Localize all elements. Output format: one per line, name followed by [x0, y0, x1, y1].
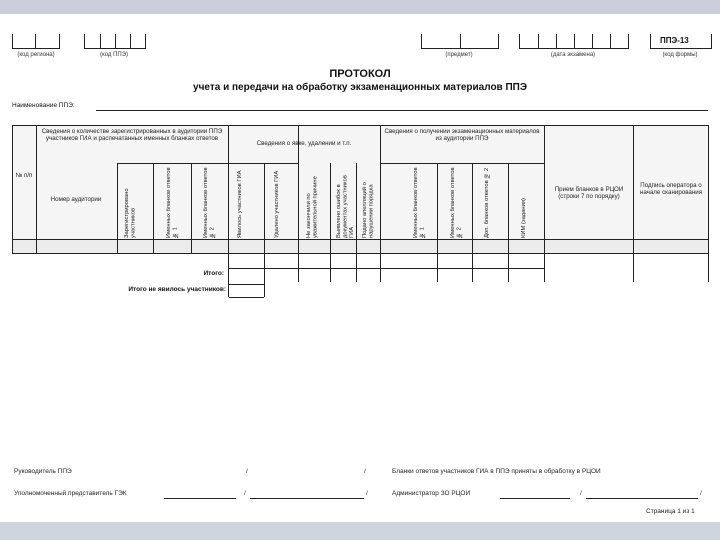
col-recv-ans1-header: Именных бланков ответов № 1	[413, 167, 426, 238]
col-number-header: № п/п	[15, 172, 33, 179]
col-registered-header: Зарегистрировано участников	[124, 188, 137, 238]
form-code: ППЭ-13	[660, 36, 689, 45]
col-errors-header: Выявлено ошибок в документах участников ГИА	[336, 175, 355, 238]
col-auditorium-header: Номер аудитории	[50, 196, 102, 203]
region-code-box[interactable]	[12, 34, 60, 49]
ppe-name-label: Наименование ППЭ:	[12, 102, 75, 109]
total-label: Итого:	[203, 270, 224, 277]
col-absent-header: Явилось участников ГИА	[237, 170, 243, 238]
admin-slash-1: /	[580, 490, 582, 497]
group-left-header: Сведения о явке, удалении и т.п.	[256, 140, 352, 147]
page-number: Страница 1 из 1	[646, 508, 695, 515]
ppe-code-caption: (код ППЭ)	[100, 52, 128, 58]
total-absent-label: Итого не явилось участников:	[128, 286, 226, 293]
head-slash-2: /	[364, 468, 366, 475]
group-received-header: Сведения о получении экзаменационных материалов из аудитории ППЭ	[384, 128, 540, 142]
protocol-title: ПРОТОКОЛ	[329, 68, 391, 80]
accepted-label: Бланки ответов участников ГИА в ППЭ приняты в обработку в РЦОИ	[392, 468, 601, 475]
col-kim-header: КИМ (задания)	[521, 198, 527, 238]
subject-box[interactable]	[421, 34, 499, 49]
form-code-caption: (код формы)	[662, 52, 698, 58]
window-bottom-bar	[0, 522, 720, 540]
region-code-caption: (код региона)	[17, 52, 55, 58]
exam-date-box[interactable]	[519, 34, 629, 49]
admin-signature-field[interactable]	[500, 498, 570, 499]
gek-name-field[interactable]	[250, 498, 364, 499]
gek-slash-1: /	[244, 490, 246, 497]
col-recv-ans2-header: Именных бланков ответов № 2	[450, 167, 463, 238]
admin-name-field[interactable]	[586, 498, 698, 499]
form-code-box	[650, 34, 712, 49]
head-label: Руководитель ППЭ	[14, 468, 72, 475]
col-appeals-header: Подано апелляций о нарушении порядка	[362, 182, 375, 238]
subject-caption: (предмет)	[445, 52, 473, 58]
col-ans2-header: Именных бланков ответов № 2	[203, 167, 216, 238]
admin-slash-2: /	[700, 490, 702, 497]
ppe-name-field[interactable]	[96, 110, 708, 111]
admin-label: Администратор ЗО РЦОИ	[392, 490, 471, 497]
col-ans1-header: Именных бланков ответов № 1	[166, 167, 179, 238]
form-page	[0, 14, 720, 522]
col-not-finished-header: Не закончили по уважительной причине	[306, 176, 319, 238]
group-registered-header: Сведения о количестве зарегистрированных в аудитории ППЭ участников ГИА и распечатанных именных бланках ответов	[41, 128, 223, 142]
ppe-code-box[interactable]	[84, 34, 146, 49]
exam-date-caption: (дата экзамена)	[550, 52, 596, 58]
gek-label: Уполномоченный представитель ГЭК	[14, 490, 127, 497]
gek-signature-field[interactable]	[164, 498, 236, 499]
col-extra-header: Доп. бланков ответов № 2	[484, 167, 490, 238]
col-operator-header: Подпись оператора о начале сканирования	[639, 182, 703, 196]
head-slash-1: /	[246, 468, 248, 475]
window-top-bar	[0, 0, 720, 14]
col-removed-header: Удалено участников ГИА	[274, 170, 280, 238]
col-rcoi-header: Прием бланков в РЦОИ (строки 7 по порядку)	[554, 186, 624, 200]
gek-slash-2: /	[366, 490, 368, 497]
protocol-subtitle: учета и передачи на обработку экзаменационных материалов ППЭ	[193, 82, 527, 93]
